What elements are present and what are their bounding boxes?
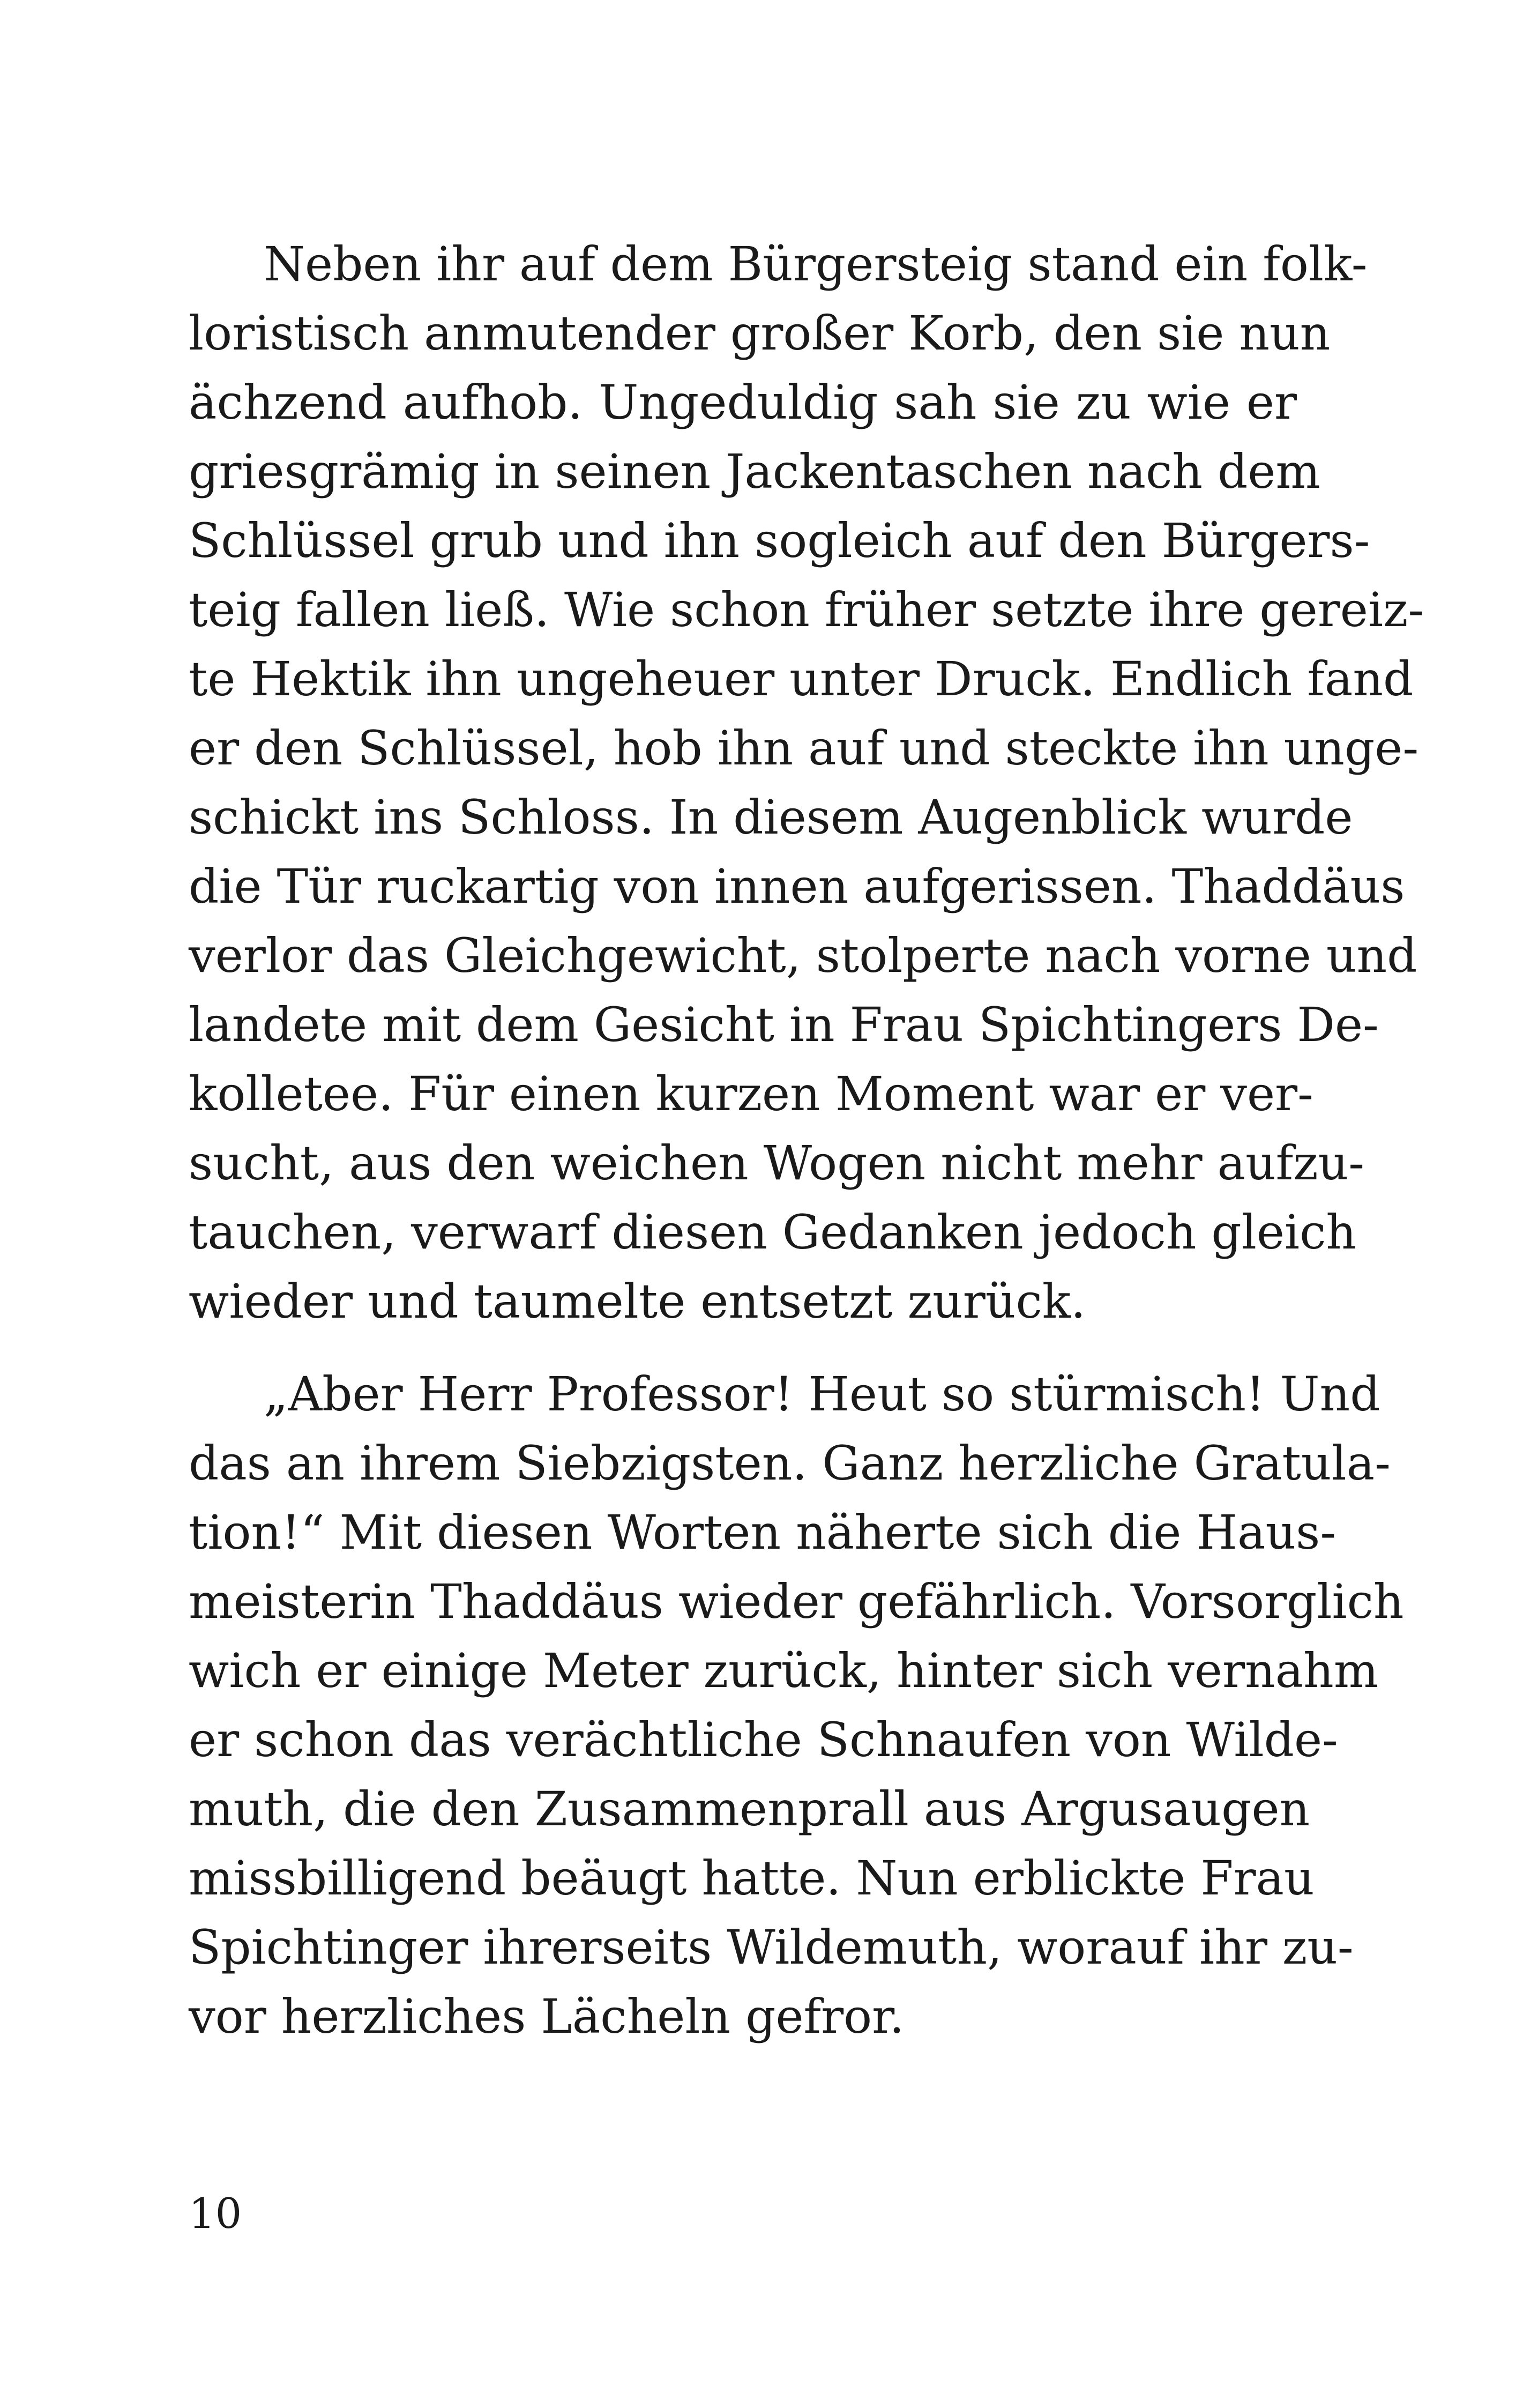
text-line: das an ihrem Siebzigsten. Ganz herzliche Gratula- — [189, 1436, 1391, 1491]
page-number: 10 — [189, 2190, 242, 2238]
text-line: te Hektik ihn ungeheuer unter Druck. Endlich fand — [189, 651, 1414, 707]
text-line: muth, die den Zusammenprall aus Argusaugen — [189, 1781, 1310, 1837]
text-line: teig fallen ließ. Wie schon früher setzte ihre gereiz- — [189, 582, 1424, 637]
text-line: missbilligend beäugt hatte. Nun erblickte Frau — [189, 1850, 1315, 1906]
text-line: „Aber Herr Professor! Heut so stürmisch! Und — [264, 1366, 1380, 1422]
text-line: Neben ihr auf dem Bürgersteig stand ein folk- — [264, 236, 1368, 292]
text-line: loristisch anmutender großer Korb, den sie nun — [189, 306, 1331, 361]
text-line: tauchen, verwarf diesen Gedanken jedoch gleich — [189, 1205, 1357, 1260]
paragraph-1 — [189, 229, 1424, 1336]
text-line: griesgrämig in seinen Jackentaschen nach dem — [189, 444, 1320, 499]
text-line: sucht, aus den weichen Wogen nicht mehr aufzu- — [189, 1135, 1365, 1191]
text-line: tion!“ Mit diesen Worten näherte sich die Haus- — [189, 1505, 1337, 1560]
text-line: er schon das verächtliche Schnaufen von Wilde- — [189, 1712, 1338, 1767]
text-line: die Tür ruckartig von innen aufgerissen. Thaddäus — [189, 859, 1405, 914]
text-line: vor herzliches Lächeln gefror. — [189, 1989, 905, 2044]
text-line: wich er einige Meter zurück, hinter sich vernahm — [189, 1643, 1379, 1698]
text-line: kolletee. Für einen kurzen Moment war er ver- — [189, 1066, 1313, 1121]
text-line: Schlüssel grub und ihn sogleich auf den Bürgers- — [189, 513, 1370, 568]
text-line: wieder und taumelte entsetzt zurück. — [189, 1274, 1086, 1329]
text-line: er den Schlüssel, hob ihn auf und steckte ihn unge- — [189, 720, 1419, 776]
text-line: verlor das Gleichgewicht, stolperte nach vorne und — [189, 928, 1417, 983]
text-line: meisterin Thaddäus wieder gefährlich. Vorsorglich — [189, 1574, 1404, 1629]
text-line: schickt ins Schloss. In diesem Augenblick wurde — [189, 790, 1353, 845]
body-text — [189, 229, 1424, 2051]
text-line: Spichtinger ihrerseits Wildemuth, worauf ihr zu- — [189, 1920, 1354, 1975]
text-line: ächzend aufhob. Ungeduldig sah sie zu wie er — [189, 375, 1297, 430]
paragraph-2 — [189, 1359, 1404, 2051]
text-line: landete mit dem Gesicht in Frau Spichtingers De- — [189, 997, 1379, 1052]
